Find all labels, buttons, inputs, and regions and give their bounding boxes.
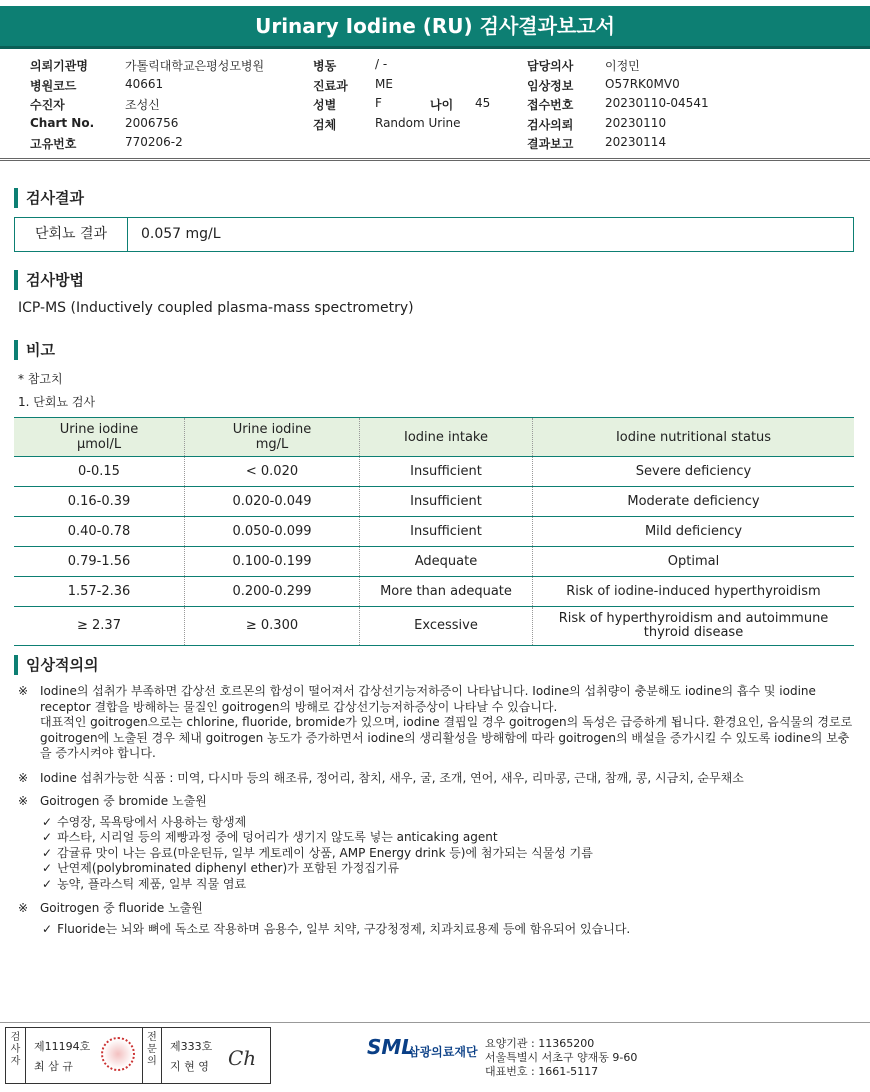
info-value: ME — [375, 76, 393, 91]
clinical-section — [18, 684, 858, 937]
info-label: 나이 — [430, 98, 454, 112]
table-cell: 1.57-2.36 — [14, 577, 185, 607]
specialist-name: 지 현 영 — [170, 1060, 209, 1073]
clinical-note-4 — [18, 901, 858, 917]
info-label: 검체 — [313, 117, 337, 132]
check-text: 난연제(polybrominated diphenyl ether)가 포함된 가정집기류 — [57, 861, 400, 875]
info-value: 770206-2 — [125, 135, 183, 149]
info-value: / - — [375, 57, 388, 71]
info-value: 40661 — [125, 76, 164, 91]
table-row — [14, 517, 854, 547]
specialist-label: 전문의 — [142, 1028, 162, 1083]
info-row — [30, 96, 850, 116]
note-mark: ※ — [18, 770, 29, 785]
check-item — [42, 877, 858, 893]
note-mark: ※ — [18, 901, 29, 915]
result-box — [14, 217, 854, 252]
table-cell: 0.100-0.199 — [185, 547, 360, 577]
table-cell: Moderate deficiency — [533, 487, 855, 517]
info-value: Random Urine — [375, 115, 461, 130]
clinical-note-2 — [18, 771, 858, 787]
table-header — [14, 418, 185, 457]
footer-divider — [0, 1022, 870, 1023]
table-cell: 0.050-0.099 — [185, 517, 360, 547]
result-value: 0.057 mg/L — [141, 226, 221, 242]
info-label: 성별 — [313, 98, 337, 112]
table-cell: < 0.020 — [185, 457, 360, 487]
check-item — [42, 815, 858, 831]
info-label: 결과보고 — [527, 137, 574, 151]
check-icon: ✓ — [42, 876, 53, 891]
header-divider — [0, 158, 870, 161]
clinical-paragraph-2: 대표적인 goitrogen으로는 chlorine, fluoride, bromide가 있으며, iodine 결핍일 경우 goitrogen의 독성은 급증하게 됩니다. 환경요인, 음식물의 경로로 goitrogen에 노출된 경우 체내 goitrogen 농도가 증가하면서 iodine의 생리활성을 방해함에 따라 goitrogen의 배설을 증가시킬 수 있도록 iodine의 보충을 증가시켜야 합니다. — [40, 715, 853, 760]
info-value: F — [375, 96, 382, 110]
fluoride-title: Goitrogen 중 fluoride 노출원 — [40, 901, 203, 915]
table-header-line: Urine iodine — [59, 422, 139, 437]
table-cell: 0.16-0.39 — [14, 487, 185, 517]
info-value: 20230114 — [605, 135, 667, 149]
check-text: 농약, 플라스틱 제품, 일부 직물 염료 — [57, 876, 247, 891]
table-cell: 0.200-0.299 — [185, 577, 360, 607]
section-title-clinical: 임상적의의 — [14, 655, 98, 675]
org-contact — [485, 1037, 637, 1079]
table-cell: More than adequate — [360, 577, 533, 607]
table-cell: Adequate — [360, 547, 533, 577]
table-cell: Severe deficiency — [533, 457, 855, 487]
check-icon: ✓ — [42, 814, 53, 829]
fluoride-list — [18, 922, 858, 938]
info-value: 45 — [475, 96, 491, 110]
check-item — [42, 846, 858, 862]
method-text: ICP-MS (Inductively coupled plasma-mass spectrometry) — [18, 300, 414, 316]
reference-note: * 참고치 — [18, 372, 63, 386]
info-label: 임상정보 — [527, 78, 574, 93]
section-title-remarks: 비고 — [14, 340, 55, 360]
report-title: Urinary Iodine (RU) 검사결과보고서 — [0, 6, 870, 49]
table-header-line: mg/L — [255, 437, 289, 452]
inspector-name: 최 삼 규 — [34, 1060, 73, 1073]
info-value: 이정민 — [605, 59, 640, 73]
info-label: Chart No. — [30, 115, 95, 130]
org-code: 요양기관 : 11365200 — [485, 1037, 595, 1050]
info-value: 2006756 — [125, 115, 179, 130]
table-cell: ≥ 0.300 — [185, 607, 360, 646]
table-header-line: Iodine intake — [404, 429, 488, 445]
table-cell: ≥ 2.37 — [14, 607, 185, 646]
table-header-line: Iodine nutritional status — [615, 429, 772, 445]
check-item — [42, 830, 858, 846]
info-value: 20230110 — [605, 115, 667, 130]
clinical-note-3 — [18, 794, 858, 810]
info-label: 고유번호 — [30, 137, 77, 151]
table-cell: Risk of hyperthyroidism and autoimmune thyroid disease — [533, 607, 855, 646]
info-label: 의뢰기관명 — [30, 59, 88, 73]
check-text: Fluoride는 뇌와 뼈에 독소로 작용하며 음용수, 일부 치약, 구강청정제, 치과치료용제 등에 함유되어 있습니다. — [57, 921, 631, 936]
check-icon: ✓ — [42, 845, 53, 860]
org-name: 삼광의료재단 — [408, 1045, 478, 1059]
check-item — [42, 922, 858, 938]
table-header-line: μmol/L — [76, 437, 122, 452]
signature-box — [5, 1027, 271, 1084]
table-cell: 0.79-1.56 — [14, 547, 185, 577]
table-cell: 0.020-0.049 — [185, 487, 360, 517]
section-title-method: 검사방법 — [14, 270, 84, 290]
check-item — [42, 861, 858, 877]
info-row — [30, 135, 850, 155]
table-row — [14, 547, 854, 577]
table-cell: Mild deficiency — [533, 517, 855, 547]
clinical-note-1 — [18, 684, 858, 762]
check-text: 감귤류 맛이 나는 음료(마운틴듀, 일부 게토레이 상품, AMP Energy drink 등)에 첨가되는 식물성 기름 — [57, 845, 593, 860]
table-header — [360, 418, 533, 457]
result-label: 단회뇨 결과 — [15, 218, 128, 251]
table-cell: Risk of iodine-induced hyperthyroidism — [533, 577, 855, 607]
org-address: 서울특별시 서초구 양재동 9-60 — [485, 1051, 638, 1064]
table-row — [14, 607, 854, 646]
info-label: 진료과 — [313, 78, 348, 93]
table-cell: Insufficient — [360, 487, 533, 517]
info-label: 병동 — [313, 59, 337, 73]
org-logo — [367, 1035, 478, 1059]
bromide-list — [18, 815, 858, 893]
check-text: 수영장, 목욕탕에서 사용하는 항생제 — [57, 814, 247, 829]
table-cell: Excessive — [360, 607, 533, 646]
reference-table — [14, 417, 854, 646]
specialist-license: 제333호 — [170, 1040, 213, 1053]
table-cell: Insufficient — [360, 517, 533, 547]
section-title-result: 검사결과 — [14, 188, 84, 208]
table-cell: 0-0.15 — [14, 457, 185, 487]
iodine-foods: Iodine 섭취가능한 식품 : 미역, 다시마 등의 해조류, 정어리, 참치, 새우, 굴, 조개, 연어, 새우, 리마콩, 근대, 참깨, 콩, 시금치, 순무채소 — [40, 770, 744, 785]
reference-sub: 1. 단회뇨 검사 — [18, 395, 96, 409]
table-row — [14, 457, 854, 487]
check-icon: ✓ — [42, 861, 53, 875]
check-text: 파스타, 시리얼 등의 제빵과정 중에 덩어리가 생기지 않도록 넣는 anticaking agent — [57, 830, 498, 844]
inspector-license: 제11194호 — [34, 1040, 91, 1053]
info-value: 20230110-04541 — [605, 96, 709, 110]
seal-stamp-icon — [101, 1037, 135, 1071]
note-mark: ※ — [18, 794, 29, 808]
table-header — [533, 418, 855, 457]
signature: Ch — [228, 1046, 257, 1070]
table-header-line: Urine iodine — [232, 422, 312, 437]
info-value: 조성신 — [125, 98, 160, 112]
inspector-label: 검사자 — [6, 1028, 26, 1083]
table-cell: 0.40-0.78 — [14, 517, 185, 547]
info-label: 담당의사 — [527, 59, 574, 73]
info-row — [30, 116, 850, 136]
org-phone: 대표번호 : 1661-5117 — [485, 1065, 599, 1078]
bromide-title: Goitrogen 중 bromide 노출원 — [40, 794, 207, 808]
info-label: 검사의뢰 — [527, 117, 574, 132]
info-label: 접수번호 — [527, 98, 574, 112]
info-label: 병원코드 — [30, 78, 77, 93]
table-header — [185, 418, 360, 457]
clinical-paragraph-1: Iodine의 섭취가 부족하면 갑상선 호르몬의 합성이 떨어져서 갑상선기능저하증이 나타납니다. Iodine의 섭취량이 충분해도 iodine의 흡수 및 iodine receptor 결합을 방해하는 물질인 goitrogen의 방해로 갑상선기능저하증상이 나타날 수 있습니다. — [40, 684, 816, 714]
check-icon: ✓ — [42, 921, 53, 936]
info-value: O57RK0MV0 — [605, 76, 680, 91]
patient-info — [30, 57, 850, 155]
info-row — [30, 57, 850, 77]
table-row — [14, 577, 854, 607]
table-cell: Insufficient — [360, 457, 533, 487]
table-cell: Optimal — [533, 547, 855, 577]
note-mark: ※ — [18, 684, 29, 698]
info-value: 가톨릭대학교은평성모병원 — [125, 59, 265, 73]
check-icon: ✓ — [42, 830, 53, 844]
table-row — [14, 487, 854, 517]
info-row — [30, 77, 850, 97]
info-label: 수진자 — [30, 98, 65, 112]
sml-logo-icon: SML — [367, 1035, 415, 1059]
